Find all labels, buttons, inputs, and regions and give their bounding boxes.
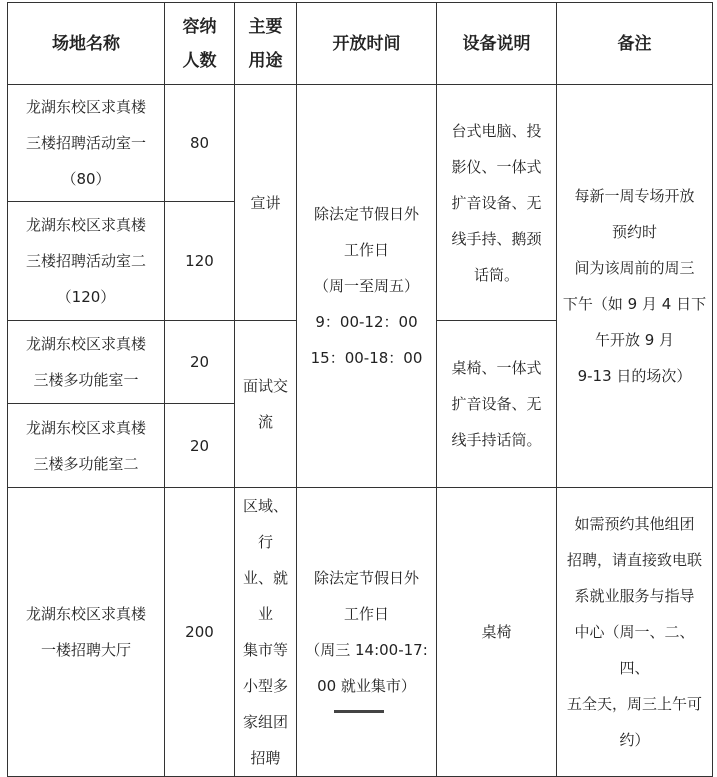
venue-table [7, 2, 713, 777]
purpose-cell: 宣讲 [235, 85, 297, 321]
capacity-cell: 120 [165, 202, 235, 321]
equipment-cell: 桌椅、一体式 扩音设备、无 线手持话筒。 [437, 321, 557, 488]
header-venue: 场地名称 [8, 3, 165, 85]
venue-cell: 龙湖东校区求真楼 三楼多功能室一 [8, 321, 165, 404]
purpose-cell: 区域、行 业、就业 集市等 小型多 家组团 招聘 [235, 488, 297, 777]
header-purpose: 主要 用途 [235, 3, 297, 85]
header-capacity: 容纳 人数 [165, 3, 235, 85]
table-row [8, 85, 713, 202]
capacity-cell: 200 [165, 488, 235, 777]
equipment-cell: 桌椅 [437, 488, 557, 777]
venue-cell: 龙湖东校区求真楼 三楼招聘活动室一 （80） [8, 85, 165, 202]
equipment-cell: 台式电脑、投 影仪、一体式 扩音设备、无 线手持、鹅颈 话筒。 [437, 85, 557, 321]
capacity-cell: 20 [165, 404, 235, 488]
header-row [8, 3, 713, 85]
venue-cell: 龙湖东校区求真楼 一楼招聘大厅 [8, 488, 165, 777]
remarks-cell: 如需预约其他组团 招聘，请直接致电联 系就业服务与指导 中心（周一、二、四、 五全天，周三上午可 约） [557, 488, 713, 777]
header-remarks: 备注 [557, 3, 713, 85]
purpose-cell: 面试交 流 [235, 321, 297, 488]
open-hours-cell: 除法定节假日外 工作日 （周一至周五） 9：00-12：00 15：00-18：00 [297, 85, 437, 488]
venue-cell: 龙湖东校区求真楼 三楼招聘活动室二 （120） [8, 202, 165, 321]
capacity-cell: 20 [165, 321, 235, 404]
capacity-cell: 80 [165, 85, 235, 202]
header-equipment: 设备说明 [437, 3, 557, 85]
venue-cell: 龙湖东校区求真楼 三楼多功能室二 [8, 404, 165, 488]
remarks-cell: 每新一周专场开放 预约时 间为该周前的周三 下午（如 9 月 4 日下 午开放 9 月 9-13 日的场次） [557, 85, 713, 488]
header-open-hours: 开放时间 [297, 3, 437, 85]
table-row [8, 488, 713, 777]
footer-mark [334, 710, 384, 713]
open-hours-cell: 除法定节假日外 工作日 （周三 14:00-17: 00 就业集市） [297, 488, 437, 777]
